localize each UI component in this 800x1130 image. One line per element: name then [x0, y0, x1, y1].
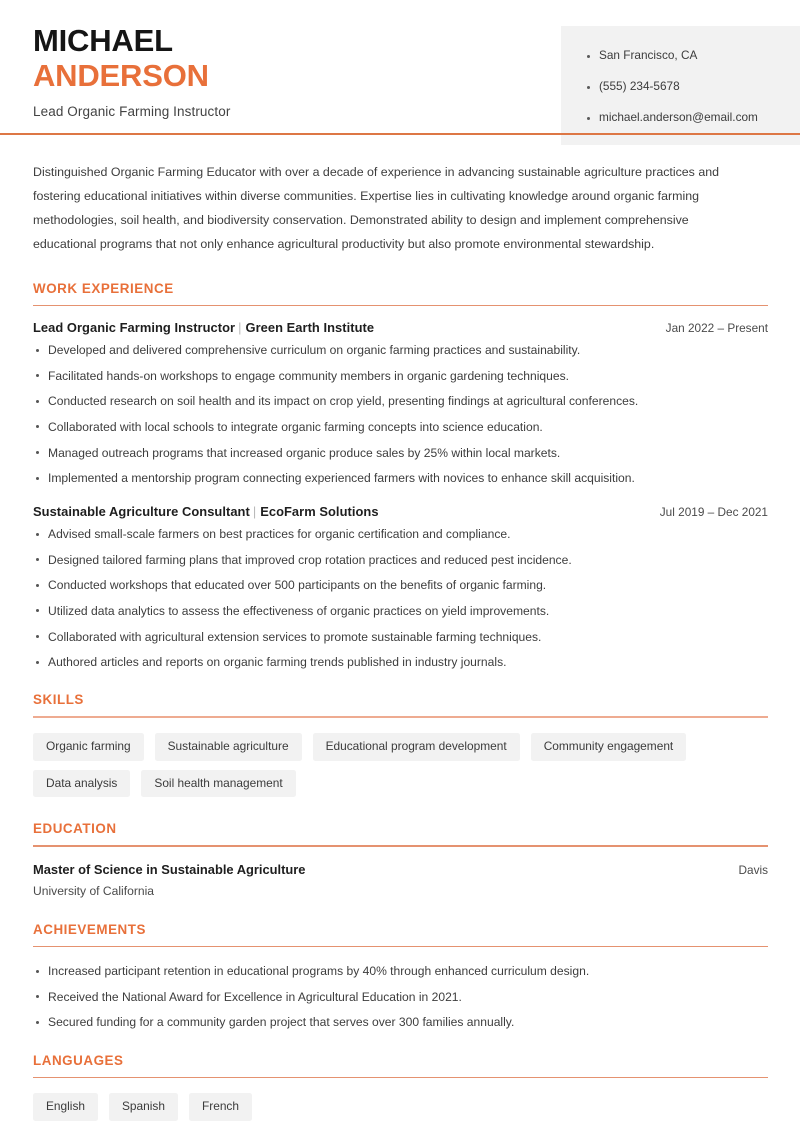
experience-title-line — [33, 320, 374, 335]
headline-job-title: Lead Organic Farming Instructor — [33, 104, 231, 120]
education-degree: Master of Science in Sustainable Agriculture — [33, 861, 306, 877]
languages-chip-list — [33, 1093, 768, 1121]
contact-panel — [561, 26, 800, 145]
experience-bullet-list — [33, 344, 768, 484]
section-divider-education — [33, 845, 768, 846]
section-languages — [33, 1053, 768, 1121]
title-separator: | — [238, 320, 242, 336]
identity-block — [0, 0, 230, 119]
experience-bullet: Authored articles and reports on organic farming trends published in industry journals. — [33, 656, 768, 668]
section-education — [33, 821, 768, 897]
experience-bullet: Designed tailored farming plans that improved crop rotation practices and reduced pest incidence. — [33, 554, 768, 566]
section-divider-languages — [33, 1077, 768, 1078]
education-school: University of California — [33, 883, 154, 898]
section-title-skills: SKILLS — [33, 692, 84, 708]
experience-bullet-list — [33, 528, 768, 668]
language-chip: French — [189, 1093, 252, 1121]
skill-chip: Data analysis — [33, 770, 130, 798]
experience-bullet: Conducted research on soil health and its impact on crop yield, presenting findings at agricultural conferences. — [33, 395, 768, 407]
experience-role: Sustainable Agriculture Consultant — [33, 504, 250, 520]
last-name: ANDERSON — [33, 57, 209, 93]
header-divider — [0, 133, 800, 135]
experience-bullet: Managed outreach programs that increased organic produce sales by 25% within local markets. — [33, 447, 768, 459]
experience-bullet: Implemented a mentorship program connecting experienced farmers with novices to enhance skill acquisition. — [33, 472, 768, 484]
skill-chip: Community engagement — [531, 733, 687, 761]
language-chip: Spanish — [109, 1093, 178, 1121]
resume-content — [0, 161, 800, 1121]
section-divider-work-experience — [33, 305, 768, 306]
experience-entry-header — [33, 504, 768, 519]
experience-bullet: Developed and delivered comprehensive curriculum on organic farming practices and sustainability. — [33, 344, 768, 356]
section-title-work-experience: WORK EXPERIENCE — [33, 280, 174, 296]
achievement-bullet: Increased participant retention in educational programs by 40% through enhanced curriculum design. — [33, 965, 768, 977]
language-chip: English — [33, 1093, 98, 1121]
section-title-languages: LANGUAGES — [33, 1052, 124, 1068]
experience-company: EcoFarm Solutions — [260, 504, 379, 520]
section-skills — [33, 692, 768, 797]
skills-chip-list — [33, 733, 768, 798]
experience-entry-header — [33, 320, 768, 335]
section-divider-skills — [33, 716, 768, 717]
experience-entry — [33, 320, 768, 484]
education-entry — [33, 862, 768, 898]
education-location: Davis — [738, 862, 768, 877]
experience-date-range: Jan 2022 – Present — [665, 321, 768, 336]
experience-bullet: Advised small-scale farmers on best practices for organic certification and compliance. — [33, 528, 768, 540]
contact-item-phone[interactable]: (555) 234-5678 — [587, 81, 800, 93]
skill-chip: Organic farming — [33, 733, 144, 761]
experience-date-range: Jul 2019 – Dec 2021 — [659, 505, 768, 520]
section-divider-achievements — [33, 946, 768, 947]
contact-list — [587, 50, 800, 123]
skill-chip: Soil health management — [141, 770, 295, 798]
achievements-bullet-list — [33, 965, 768, 1028]
experience-role: Lead Organic Farming Instructor — [33, 320, 236, 336]
experience-bullet: Collaborated with agricultural extension services to promote sustainable farming techniques. — [33, 631, 768, 643]
section-work-experience — [33, 281, 768, 669]
professional-summary: Distinguished Organic Farming Educator with over a decade of experience in advancing sustainable agriculture practices and fostering educational initiatives within diverse communities. Expertise lies in cultivating knowledge around organic farming methodologies, soil health, and biodiversity conservation. Demonstrated ability to design and implement comprehensive educational programs that not only enhance agricultural productivity but also promote environmental stewardship. — [33, 165, 719, 251]
contact-item-location: San Francisco, CA — [587, 50, 800, 62]
skill-chip: Educational program development — [313, 733, 520, 761]
section-title-education: EDUCATION — [33, 821, 117, 837]
contact-item-email[interactable]: michael.anderson@email.com — [587, 112, 800, 124]
experience-company: Green Earth Institute — [245, 320, 375, 336]
skill-chip: Sustainable agriculture — [155, 733, 302, 761]
experience-bullet: Utilized data analytics to assess the effectiveness of organic practices on yield improvements. — [33, 605, 768, 617]
resume-header — [0, 0, 800, 134]
experience-title-line — [33, 504, 379, 519]
title-separator: | — [252, 504, 257, 520]
section-achievements — [33, 922, 768, 1029]
experience-bullet: Conducted workshops that educated over 500 participants on the benefits of organic farming. — [33, 579, 768, 591]
first-name: MICHAEL — [33, 23, 173, 58]
achievement-bullet: Received the National Award for Excellence in Agricultural Education in 2021. — [33, 991, 768, 1003]
section-title-achievements: ACHIEVEMENTS — [33, 921, 146, 937]
education-entry-header — [33, 862, 768, 877]
experience-bullet: Facilitated hands-on workshops to engage community members in organic gardening techniques. — [33, 370, 768, 382]
experience-bullet: Collaborated with local schools to integrate organic farming concepts into science education. — [33, 421, 768, 433]
achievement-bullet: Secured funding for a community garden project that serves over 300 families annually. — [33, 1016, 768, 1028]
experience-entry — [33, 504, 768, 668]
